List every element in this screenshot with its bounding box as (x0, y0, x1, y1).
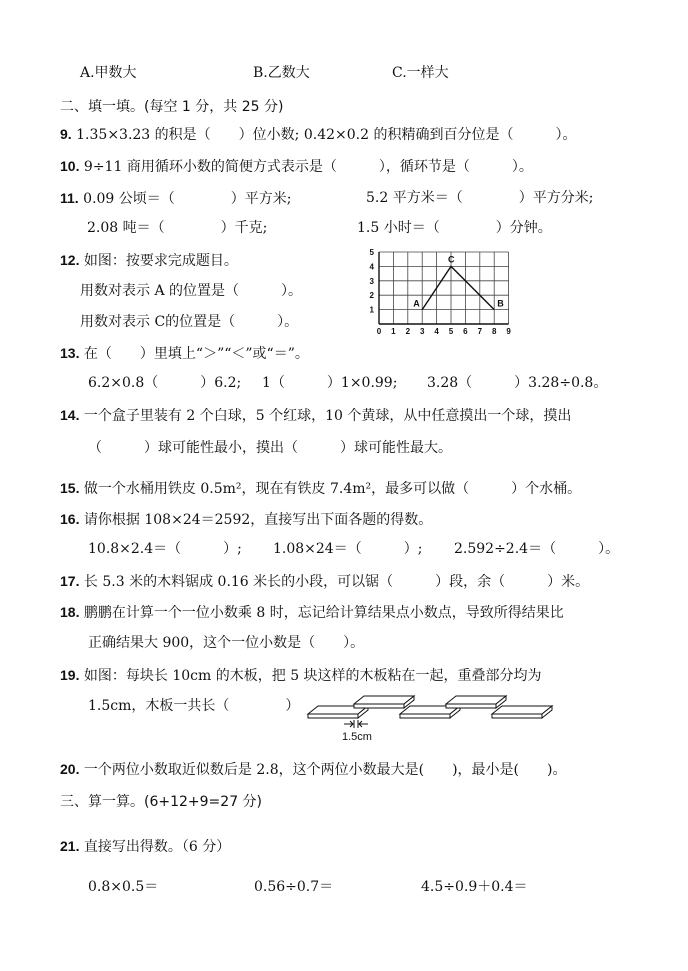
x-tick-label: 3 (419, 327, 425, 336)
question-16-part-a: 10.8×2.4＝（ ）; (88, 541, 242, 557)
question-16 (60, 510, 432, 529)
y-tick-label: 4 (369, 262, 374, 272)
question-12-line-c: 用数对表示 C的位置是（ ）。 (80, 314, 299, 330)
question-text: 一个盒子里装有 2 个白球，5 个红球，10 个黄球，从中任意摸出一个球，摸出 (83, 408, 572, 424)
question-21-part-a: 0.8×0.5＝ (88, 879, 159, 895)
question-number: 10. (60, 158, 80, 174)
question-12 (60, 251, 238, 270)
question-part-a: 0.09 公顷＝（ ）平方米; (83, 191, 292, 207)
y-tick-label: 2 (369, 291, 374, 301)
question-11-part-b: 5.2 平方米＝（ ）平方分米; (366, 190, 594, 206)
question-number: 12. (60, 252, 80, 268)
question-number: 14. (60, 407, 80, 423)
question-15 (60, 479, 581, 498)
question-16-part-c: 2.592÷2.4＝（ ）。 (454, 541, 620, 557)
question-12-line-a: 用数对表示 A 的位置是（ ）。 (80, 283, 303, 299)
question-number: 18. (60, 604, 80, 620)
question-11-part-c: 2.08 吨＝（ ）千克; (87, 220, 268, 236)
question-9 (60, 125, 576, 144)
question-number: 11. (60, 190, 79, 206)
x-tick-label: 1 (391, 327, 396, 336)
question-21-part-c: 4.5÷0.9＋0.4＝ (421, 879, 528, 895)
question-21 (60, 837, 230, 856)
question-17 (60, 572, 589, 591)
section-2-title: 二、填一填。(每空 1 分，共 25 分) (60, 99, 284, 115)
y-tick-label: 5 (369, 248, 374, 257)
question-number: 21. (60, 838, 80, 854)
question-13 (60, 344, 309, 363)
y-tick-label: 1 (369, 305, 374, 315)
question-text: 请你根据 108×24＝2592，直接写出下面各题的得数。 (83, 512, 433, 528)
question-text: 在（ ）里填上“＞”“＜”或“＝”。 (83, 346, 309, 362)
point-label-b: B (497, 298, 504, 309)
y-tick-label: 3 (369, 276, 374, 286)
option-c: C.一样大 (392, 65, 449, 81)
question-14 (60, 406, 571, 425)
question-10 (60, 157, 533, 176)
plank-group (308, 696, 552, 718)
question-13-part-c: 3.28（ ）3.28÷0.8。 (427, 375, 608, 391)
question-number: 19. (60, 667, 80, 683)
question-text: 长 5.3 米的木料锯成 0.16 米长的小段，可以锯（ ）段，余（ ）米。 (83, 574, 590, 590)
question-text: 直接写出得数。（6 分） (83, 839, 231, 855)
triangle-path (422, 266, 494, 309)
x-tick-label: 6 (463, 327, 468, 336)
option-a: A.甲数大 (80, 65, 137, 81)
planks-figure (306, 690, 582, 742)
x-tick-label: 0 (376, 327, 382, 336)
coordinate-grid (367, 240, 527, 336)
x-tick-label: 8 (491, 327, 497, 336)
question-text: 9÷11 商用循环小数的简便方式表示是（ ），循环节是（ ）。 (83, 159, 533, 175)
question-18 (60, 603, 564, 622)
overlap-dimension (344, 720, 368, 728)
question-number: 15. (60, 480, 80, 496)
question-19-line-2: 1.5cm，木板一共长（ ） (88, 698, 300, 714)
question-text: 1.35×3.23 的积是（ ）位小数; 0.42×0.2 的积精确到百分位是（ ）。 (76, 127, 577, 143)
question-13-part-b: 1（ ）1×0.99; (262, 375, 398, 391)
question-number: 20. (60, 761, 80, 777)
question-text: 如图：按要求完成题目。 (83, 253, 238, 269)
question-text: 做一个水桶用铁皮 0.5m²，现在有铁皮 7.4m²，最多可以做（ ）个水桶。 (83, 481, 582, 497)
x-tick-label: 7 (477, 327, 483, 336)
question-text: 一个两位小数取近似数后是 2.8，这个两位小数最大是( )，最小是( )。 (83, 762, 567, 778)
question-14-line-2: （ ）球可能性最小，摸出（ ）球可能性最大。 (88, 440, 452, 456)
question-21-part-b: 0.56÷0.7＝ (254, 879, 334, 895)
question-11 (60, 189, 292, 208)
question-text: 鹏鹏在计算一个一位小数乘 8 时，忘记给计算结果点小数点，导致所得结果比 (83, 605, 564, 621)
section-3-title: 三、算一算。(6+12+9=27 分) (60, 794, 263, 810)
question-13-part-a: 6.2×0.8（ ）6.2; (88, 375, 242, 391)
point-label-c: C (448, 254, 455, 265)
question-text: 如图：每块长 10cm 的木板，把 5 块这样的木板粘在一起，重叠部分均为 (83, 668, 542, 684)
x-tick-label: 2 (405, 327, 411, 336)
question-19 (60, 666, 542, 685)
question-11-part-d: 1.5 小时＝（ ）分钟。 (357, 220, 552, 236)
question-18-line-2: 正确结果大 900，这个一位小数是（ ）。 (88, 635, 365, 651)
overlap-label: 1.5cm (342, 731, 372, 742)
x-tick-label: 4 (434, 327, 439, 336)
question-number: 13. (60, 345, 80, 361)
question-20 (60, 760, 566, 779)
x-tick-label: 9 (506, 327, 511, 336)
x-tick-label: 5 (448, 327, 454, 336)
option-b: B.乙数大 (253, 65, 310, 81)
question-number: 17. (60, 573, 80, 589)
question-number: 9. (60, 126, 72, 142)
point-label-a: A (413, 298, 420, 309)
question-16-part-b: 1.08×24＝（ ）; (273, 541, 423, 557)
question-number: 16. (60, 511, 80, 527)
